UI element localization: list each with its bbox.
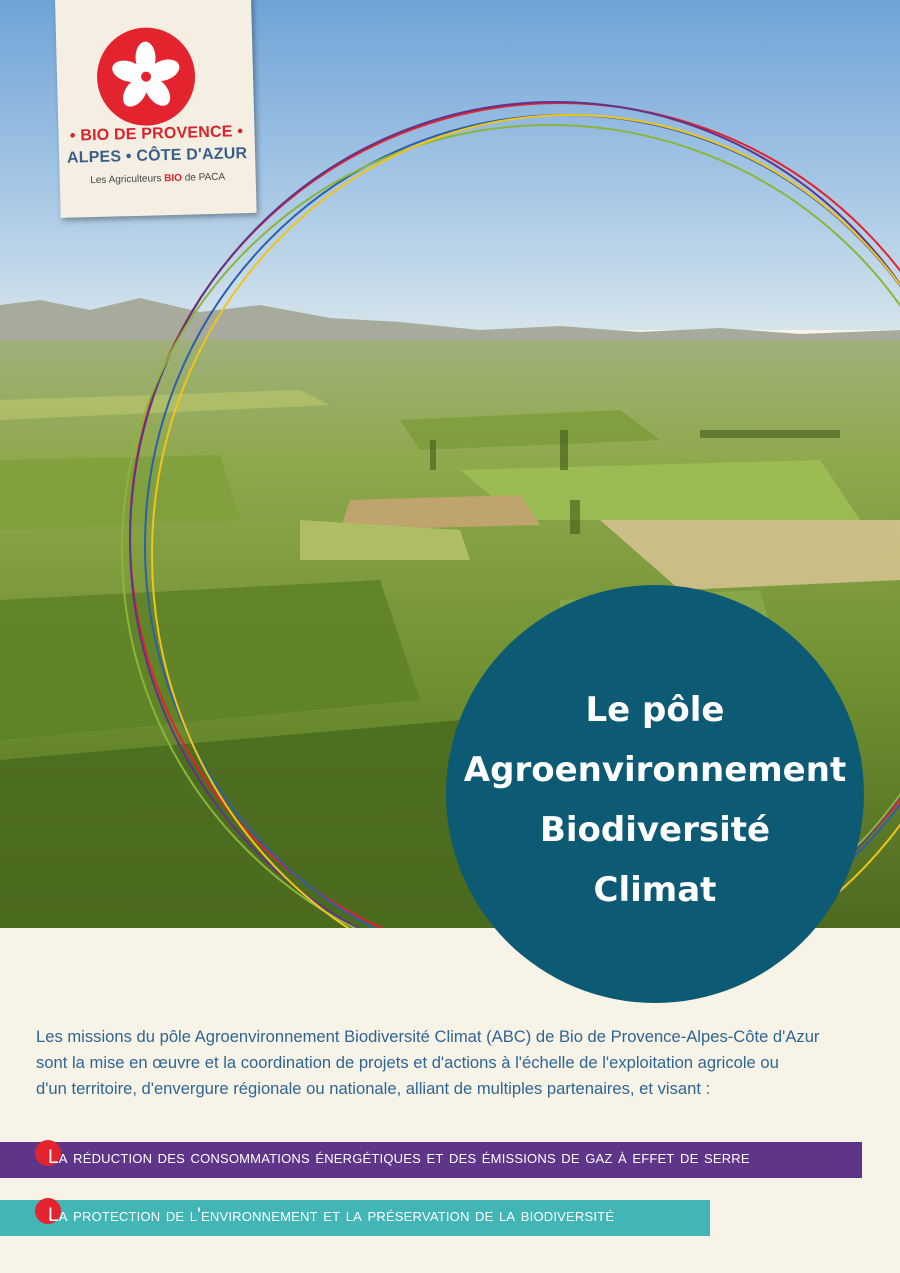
bullet-bar-emissions — [0, 1142, 862, 1178]
tagline-end: de PACA — [181, 171, 226, 184]
title-line-4: Climat — [593, 870, 717, 910]
bullet-text: La protection de l'environnement et la préservation de la biodiversité — [48, 1205, 615, 1226]
title-line-3: Biodiversité — [539, 810, 771, 850]
intro-line-1: Les missions du pôle Agroenvironnement Biodiversité Climat (ABC) de Bio de Provence-Alpes-Côte d'Azur — [36, 1027, 820, 1046]
title-circle — [446, 585, 864, 1003]
intro-paragraph — [36, 1024, 866, 1102]
logo-line-2: ALPES • CÔTE D'AZUR — [66, 145, 248, 167]
flower-icon — [96, 26, 197, 127]
bullet-bar-biodiversity — [0, 1200, 710, 1236]
intro-line-2: sont la mise en œuvre et la coordination de projets et d'actions à l'échelle de l'exploitation agricole ou — [36, 1053, 779, 1072]
logo-tagline — [60, 171, 256, 187]
tagline-bio: BIO — [164, 172, 183, 185]
title-line-1: Le pôle — [585, 690, 725, 730]
tagline-start: Les Agriculteurs — [90, 173, 165, 187]
intro-line-3: d'un territoire, d'envergure régionale ou nationale, alliant de multiples partenaires, et visant : — [36, 1079, 711, 1098]
logo-line-1: • BIO DE PROVENCE • — [69, 123, 244, 145]
bullet-text: La réduction des consommations énergétiques et des émissions de gaz à effet de serre — [48, 1147, 750, 1168]
title-line-2: Agroenvironnement — [463, 750, 847, 790]
organization-logo — [55, 0, 257, 218]
page-title — [446, 680, 864, 920]
